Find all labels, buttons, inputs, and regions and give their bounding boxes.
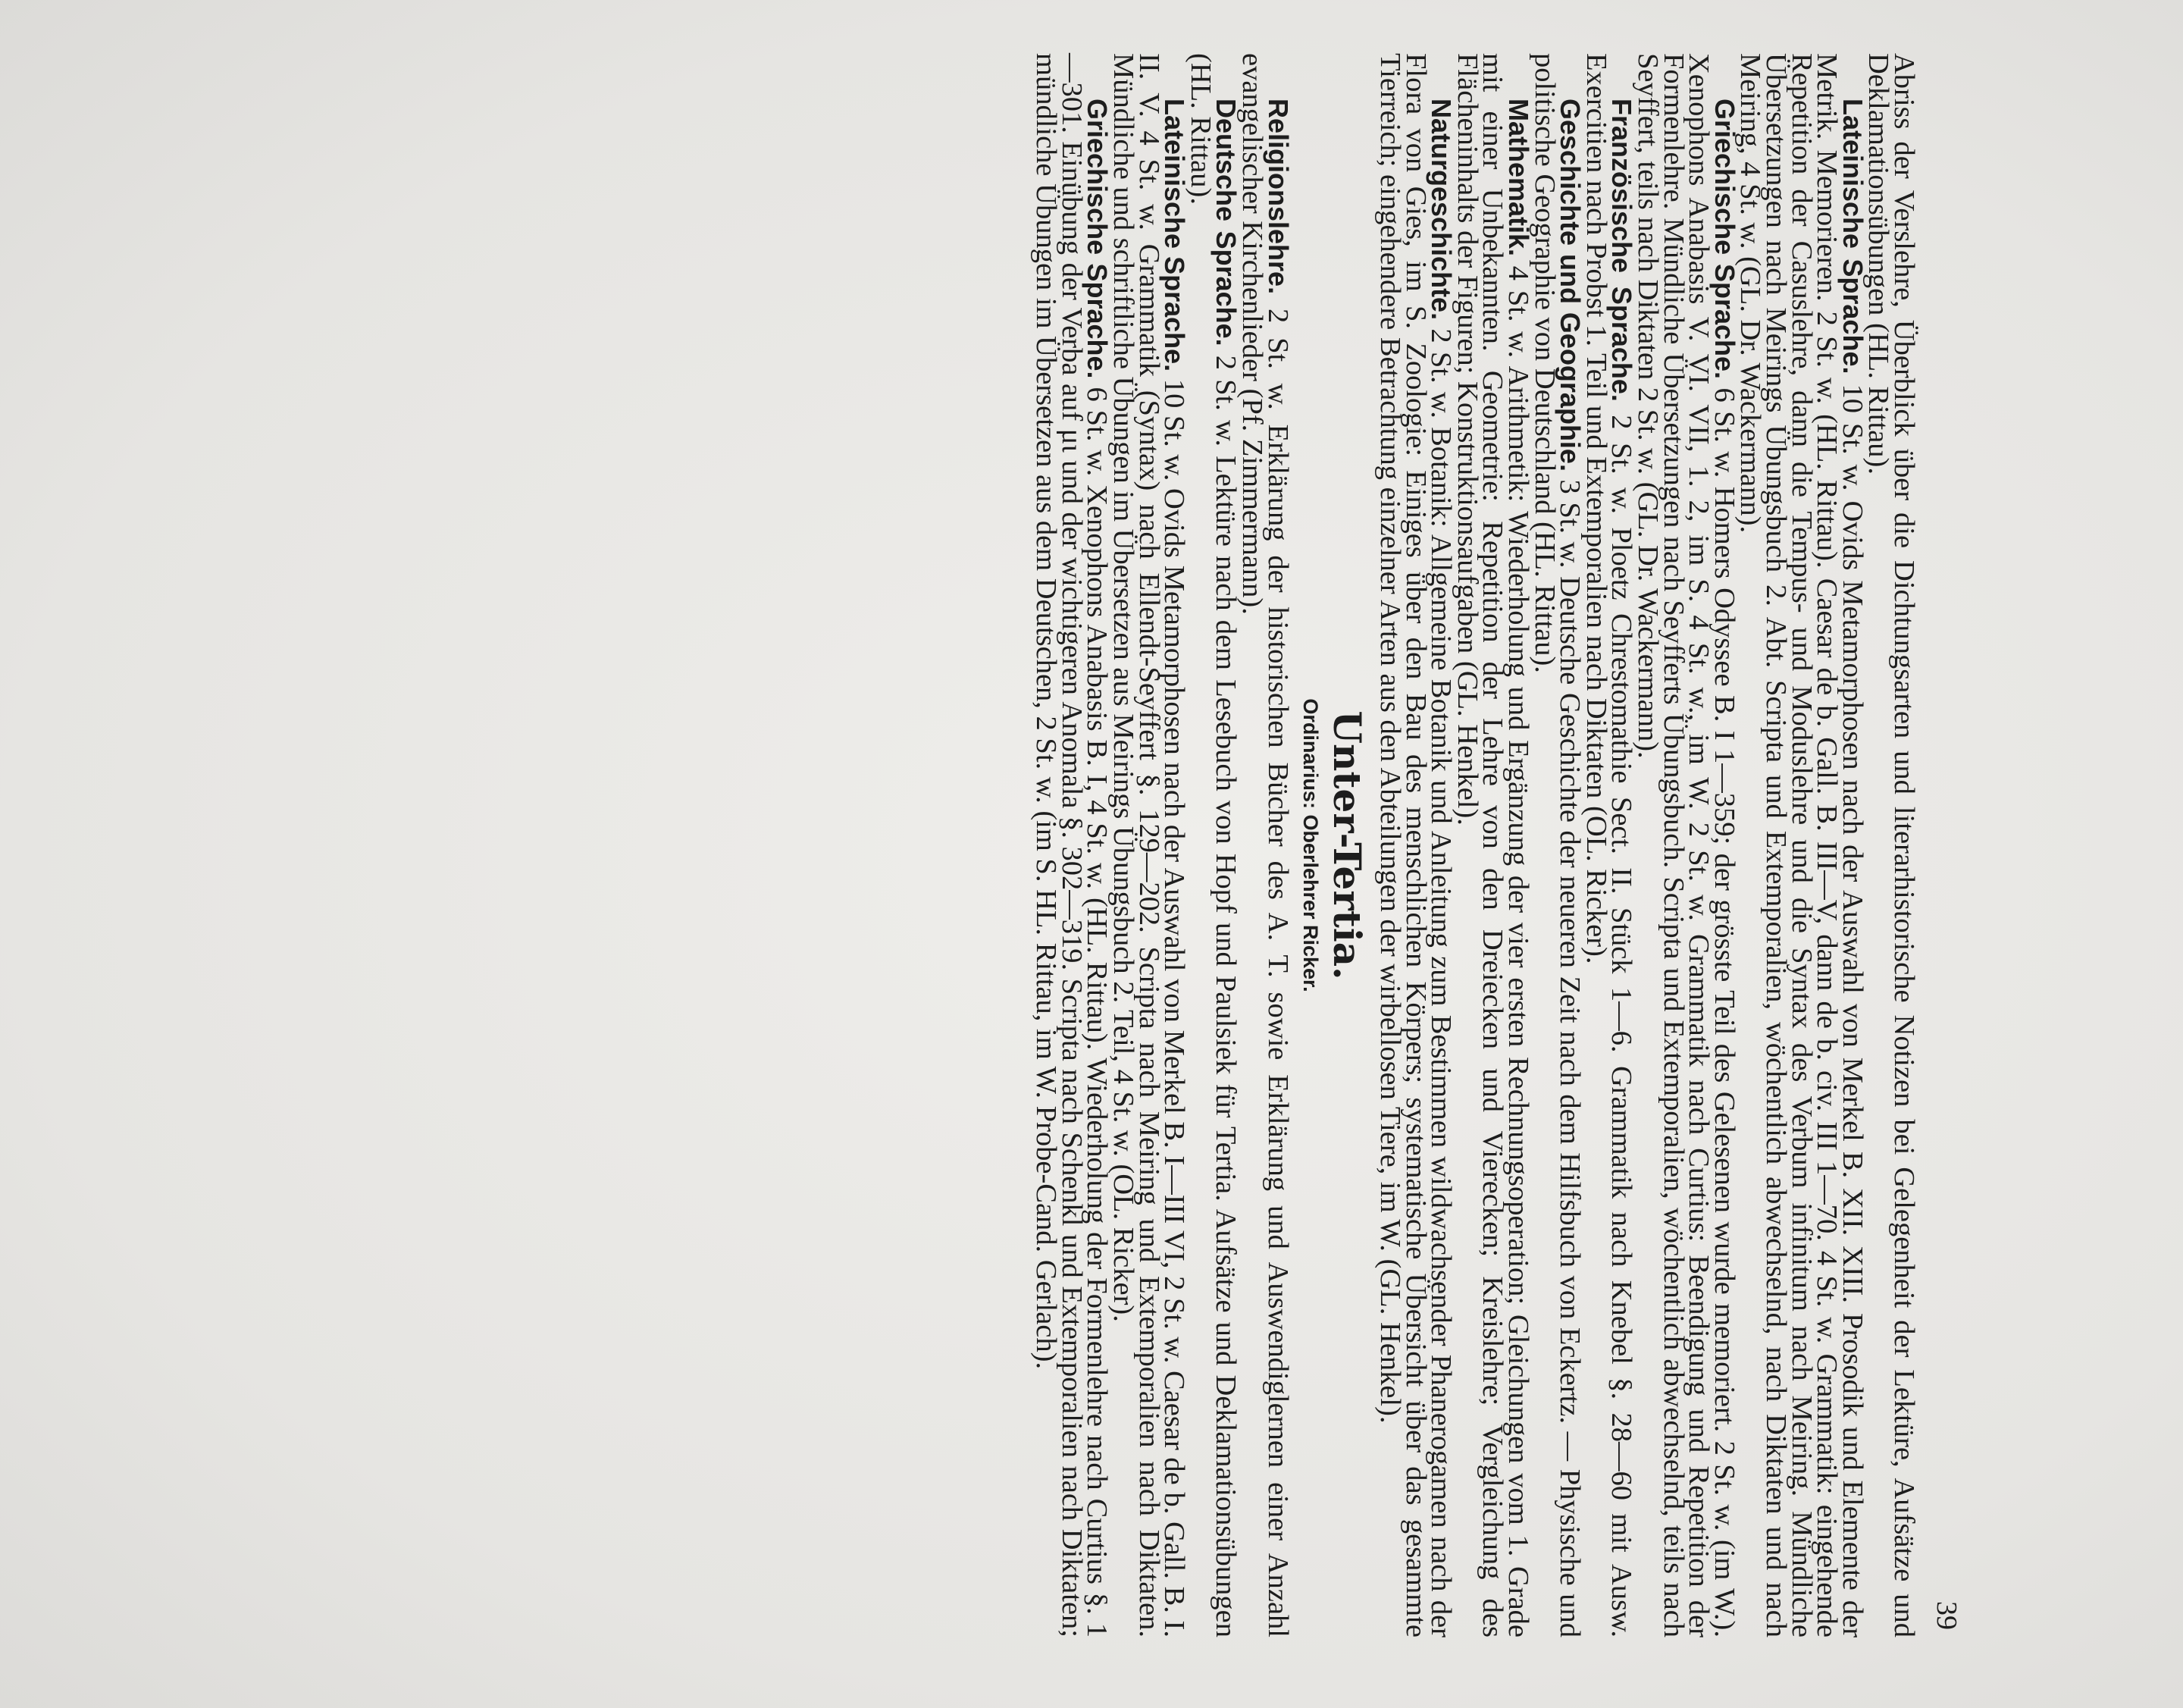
paragraph-text: 6 St. w. Homers Odyssee B. I 1—359; der grösste Teil des Gelesenen wurde memoriert. 2 St. w. (im W.). Xenophons Anabasis V. VI. VII, 1. 2, im S. 4 St. w., im W. 2 St. w. Grammatik nach Curtius: Beendigung und Repetition der Formenlehre. Mündliche Übersetzungen nach Seyfferts Übungsbuch. Scripta und Extemporalien, wöchentlich abwechselnd, teils nach Seyffert, teils nach Diktaten 2 St. w. (GL. Dr. Wackermann). bbox=[1632, 53, 1740, 1637]
subject-heading: Lateinische Sprache. bbox=[1837, 99, 1868, 375]
paragraph-religion-untertertia bbox=[1236, 53, 1294, 1637]
paragraph-text: 2 St. w. Lektüre nach dem Lesebuch von Hopf und Paulsiek für Tertia. Aufsätze und Deklamationsübungen (HL. Rittau). bbox=[1184, 53, 1242, 1637]
paragraph-text: 2 St. w. Erklärung der historischen Bücher des A. T. sowie Erklärung und Auswendiglernen einer Anzahl evangelischer Kirchenlieder (Pf. Zimmermann). bbox=[1236, 53, 1294, 1637]
paragraph-text: 10 St. w. Ovids Metamorphosen nach der Auswahl von Merkel B. XII. XIII. Prosodik und Elemente der Metrik. Memorieren. 2 St. w. (HL. Rittau). Caesar de b. Gall. B. III—V, dann de b. civ. III 1—70. 4 St. w. Grammatik: eingehende Repetition der Casuslehre, dann die Tempus- und Moduslehre und die Syntax des Verbum infinitum nach Meiring. Mündliche Übersetzungen nach Meirings Übungsbuch 2. Abt. Scripta und Extemporalien, wöchentlich abwechselnd, nach Diktaten und nach Meiring, 4 St. w. (GL. Dr. Wackermann). bbox=[1734, 53, 1868, 1638]
paragraph-history-obertertia bbox=[1528, 53, 1586, 1637]
paragraph-french-obertertia bbox=[1580, 53, 1638, 1638]
subject-heading: Deutsche Sprache. bbox=[1211, 99, 1242, 346]
subject-heading: Naturgeschichte. bbox=[1426, 99, 1458, 321]
paragraph-text: 2 St. w. Ploetz Chrestomathie Sect. II. Stück 1—6. Grammatik nach Knebel §. 28—60 mit Ausw. Exercitien nach Probst 1. Teil und Extemporalien nach Diktaten (OL. Ricker). bbox=[1580, 53, 1638, 1638]
paragraph-text: 4 St. w. Arithmetik: Wiederholung und Ergänzung der vier ersten Rechnungsoperation; Gleichungen vom 1. Grade mit einer Unbekannten. Geometrie: Repetition der Lehre von den Dreiecken und Vierecken; Kreislehre; Vergleichung des Flächeninhalts der Figuren; Konstruktionsaufgaben (GL. Henkel). bbox=[1451, 53, 1535, 1637]
subject-heading: Griechische Sprache. bbox=[1082, 99, 1113, 379]
paragraph-text: 10 St. w. Ovids Metamorphosen nach der Auswahl von Merkel B. I—III VI, 2 St. w. Caesar de b. Gall. B. I. II. V. 4 St. w. Grammatik (Syntax) nach Ellendt-Seyffert §. 129—202. Scripta nach Meiring und Extemporalien nach Diktaten. Mündliche und schriftliche Übungen im Übersetzen aus Meirings Übungsbuch 2. Teil, 4 St. w. (OL. Ricker). bbox=[1107, 53, 1191, 1637]
section-subtitle: Ordinarius: Oberlehrer Ricker. bbox=[1298, 698, 1322, 992]
subject-heading: Religionslehre. bbox=[1262, 99, 1294, 295]
subject-heading: Mathematik. bbox=[1503, 99, 1535, 257]
subject-heading: Geschichte und Geographie. bbox=[1555, 99, 1586, 472]
paragraph-greek-obertertia bbox=[1632, 53, 1740, 1637]
paragraph-text: 6 St. w. Xenophons Anabasis B. I, 4 St. w. (HL. Rittau). Wiederholung der Formenlehre nach Curtius §. 1—301. Einübung der Verba auf μι und der wichtigeren Anomala §. 302—319. Scripta nach Schenkl und Extemporalien nach Diktaten; mündliche Übungen im Übersetzen aus dem Deutschen, 2 St. w. (im S. HL. Rittau, im W. Probe-Cand. Gerlach). bbox=[1030, 53, 1113, 1637]
paragraph-text: 3 St. w. Deutsche Geschichte der neueren Zeit nach dem Hilfsbuch von Eckertz. — Physische und politische Geographie von Deutschland (HL. Rittau). bbox=[1528, 53, 1586, 1637]
section-title: Unter-Tertia. bbox=[1324, 710, 1370, 980]
paragraph-text: 2 St. w. Botanik: Allgemeine Botanik und Anleitung zum Bestimmen wildwachsender Phanerogamen nach der Flora von Gies, im S. Zoologie: Einiges über den Bau des menschlichen Körpers; systematische Übersicht über das gesammte Tierreich; eingehendere Betrachtung einzelner Arten aus den Abteilungen der wirbellosen Tiere, im W. (GL. Henkel). bbox=[1374, 53, 1458, 1637]
page-number: 39 bbox=[1931, 1601, 1962, 1630]
subject-heading: Griechische Sprache. bbox=[1709, 99, 1740, 380]
paragraph-natural-history-obertertia bbox=[1374, 53, 1458, 1637]
paragraph-german-untertertia bbox=[1184, 53, 1242, 1637]
paragraph-math-obertertia bbox=[1451, 53, 1535, 1637]
paragraph-latin-untertertia bbox=[1107, 53, 1191, 1637]
paragraph-verslehre bbox=[1862, 53, 1920, 1637]
subject-heading: Lateinische Sprache. bbox=[1159, 99, 1191, 372]
subject-heading: Französische Sprache. bbox=[1606, 99, 1638, 402]
paragraph-latin-obertertia bbox=[1734, 53, 1868, 1638]
paragraph-greek-untertertia bbox=[1030, 53, 1113, 1637]
rotated-page bbox=[235, 53, 1963, 1637]
paragraph-text: Abriss der Verslehre, Überblick über die Dichtungsarten und literarhistorische Notizen bei Gelegenheit der Lektüre, Aufsätze und Deklamationsübungen (HL. Rittau). bbox=[1862, 53, 1920, 1637]
